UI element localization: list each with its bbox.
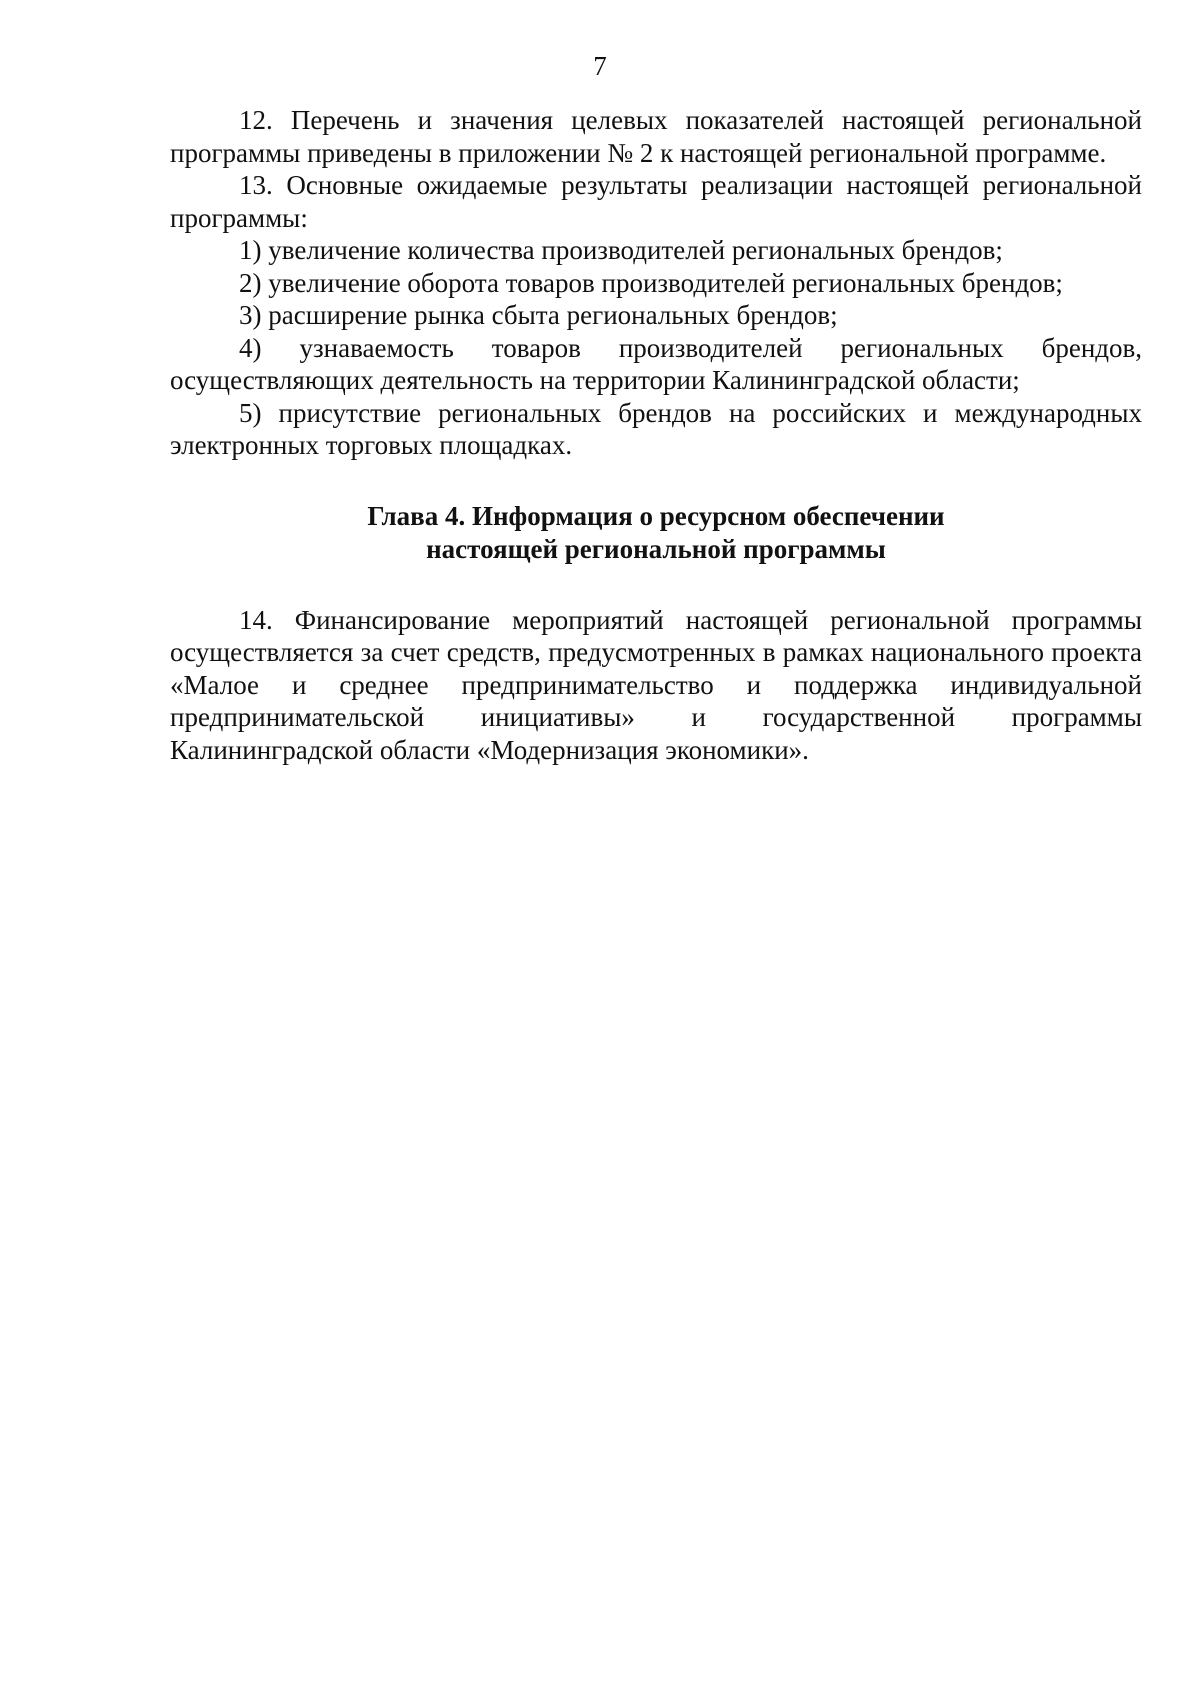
paragraph-14: 14. Финансирование мероприятий настоящей региональной программы осуществляется за счет средств, предусмотренных в рамках национального проекта «Малое и среднее предпринимательство и поддержка индивидуальной предпринимательской инициативы» и государственной программы Калининградской области «Модернизация экономики». [170, 604, 1142, 765]
paragraph-12: 12. Перечень и значения целевых показателей настоящей региональной программы приведены в приложении № 2 к настоящей региональной программе. [170, 105, 1142, 168]
page-number: 7 [593, 51, 607, 81]
paragraph-13: 13. Основные ожидаемые результаты реализации настоящей региональной программы: [170, 170, 1142, 233]
chapter-heading-line-1: Глава 4. Информация о ресурсном обеспечении [367, 500, 945, 531]
chapter-heading [170, 500, 1142, 566]
list-item-2: 2) увеличение оборота товаров производителей региональных брендов; [239, 267, 1063, 298]
list-item-4: 4) узнаваемость товаров производителей региональных брендов, осуществляющих деятельность на территории Калининградской области; [170, 332, 1142, 395]
list-item-5: 5) присутствие региональных брендов на российских и международных электронных торговых площадках. [170, 397, 1142, 460]
document-body [170, 104, 1142, 766]
chapter-heading-line-2: настоящей региональной программы [426, 533, 886, 564]
list-item-1: 1) увеличение количества производителей региональных брендов; [239, 235, 1003, 265]
list-item-3: 3) расширение рынка сбыта региональных брендов; [239, 300, 838, 330]
